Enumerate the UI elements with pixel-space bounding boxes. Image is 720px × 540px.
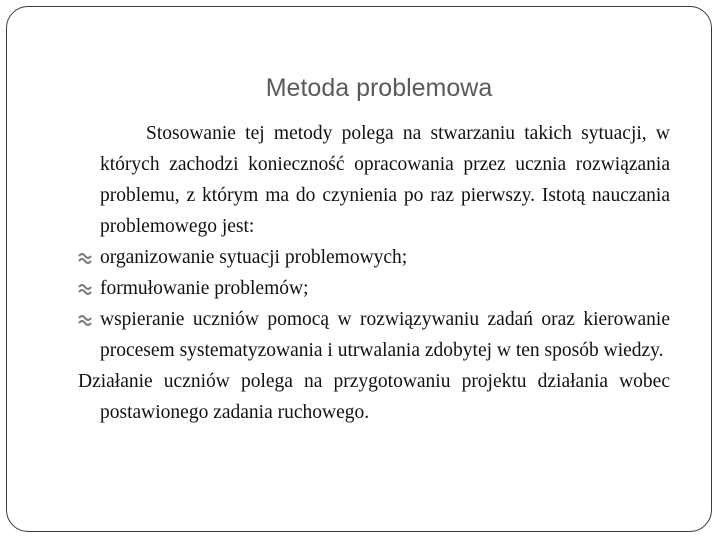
intro-paragraph: Stosowanie tej metody polega na stwarzaniu takich sytuacji, w których zachodzi konieczność opracowania przez ucznia rozwiązania problemu, z którym ma do czynienia po raz pierwszy. Istotą nauczania problemowego jest: — [100, 123, 670, 237]
wave-bullet-icon — [78, 313, 95, 327]
bullet-text: organizowanie sytuacji problemowych; — [100, 247, 408, 268]
bullet-item — [78, 242, 670, 273]
closing-paragraph: Działanie uczniów polega na przygotowaniu projektu działania wobec postawionego zadania ruchowego. — [78, 371, 670, 423]
wave-bullet-icon — [78, 282, 95, 296]
wave-bullet-icon — [78, 251, 95, 265]
bullet-item — [78, 304, 670, 366]
bullet-text: formułowanie problemów; — [100, 278, 309, 299]
slide-body — [78, 118, 670, 428]
bullet-item — [78, 273, 670, 304]
slide-title: Metoda problemowa — [265, 74, 493, 102]
bullet-text: wspieranie uczniów pomocą w rozwiązywaniu zadań oraz kierowanie procesem systematyzowania i utrwalania zdobytej w ten sposób wiedzy. — [100, 309, 670, 361]
